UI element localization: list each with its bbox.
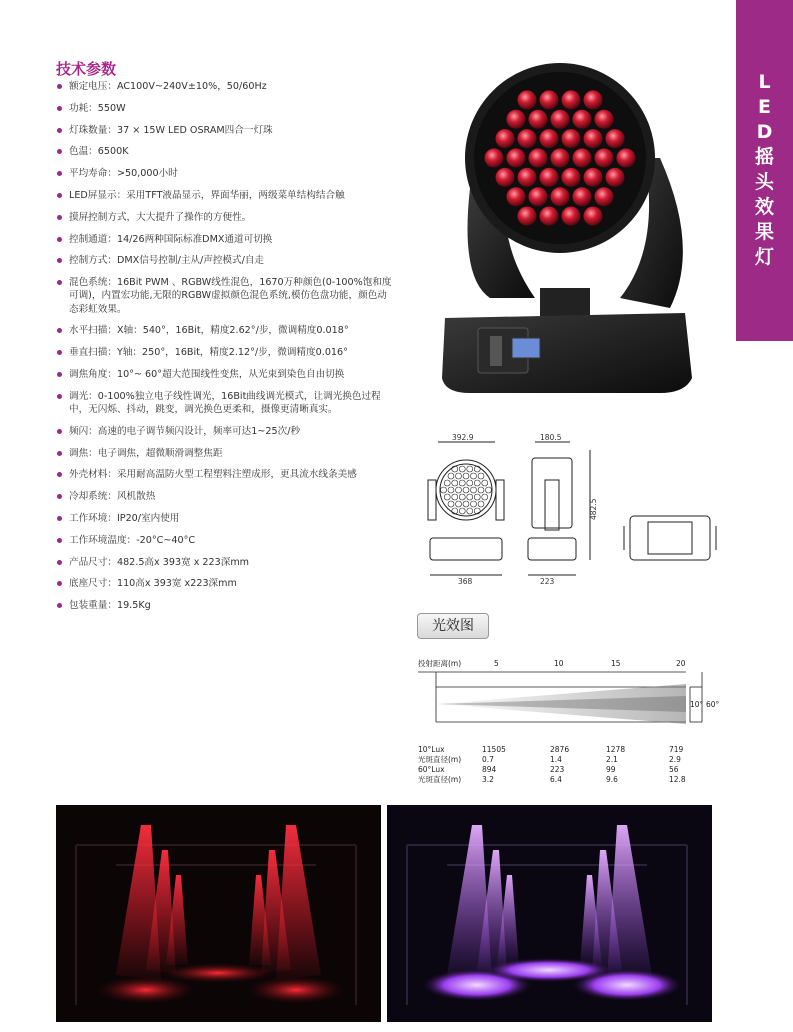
led-lens: [507, 187, 526, 206]
side-title-char: 灯: [754, 246, 774, 268]
front-view-lens: [471, 487, 477, 493]
led-lens: [529, 110, 548, 129]
distance-15: 15: [611, 659, 621, 668]
led-lens: [551, 110, 570, 129]
front-view-lens: [444, 494, 450, 500]
side-title-char: 果: [754, 221, 774, 243]
side-title-char: 摇: [754, 146, 774, 168]
front-view-lens: [482, 480, 488, 486]
front-view-lens: [463, 501, 469, 507]
spec-item: 功耗：550W: [57, 102, 395, 115]
front-view-lens: [448, 473, 454, 479]
beam-row-value: 9.6: [606, 775, 618, 784]
spec-item: 调焦：电子调焦，超微顺滑调整焦距: [57, 447, 395, 460]
led-lens: [595, 187, 614, 206]
front-view-lens: [474, 480, 480, 486]
spec-item: 水平扫描：X轴：540°，16Bit，精度2.62°/步，微调精度0.018°: [57, 324, 395, 337]
front-view-lens: [452, 494, 458, 500]
spec-item: 底座尺寸：110高x 393宽 x223深mm: [57, 577, 395, 590]
beam-row-value: 223: [550, 765, 565, 774]
front-view-lens: [441, 487, 447, 493]
front-view-lens: [459, 466, 465, 472]
beam-row-value: 56: [669, 765, 679, 774]
dim-height: 482.5: [589, 498, 598, 520]
spec-item: 频闪：高速的电子调节频闪设计，频率可达1~25次/秒: [57, 425, 395, 438]
led-lens: [606, 168, 625, 187]
front-view-lens: [478, 501, 484, 507]
spec-item: 色温：6500K: [57, 145, 395, 158]
front-view-lens: [463, 473, 469, 479]
front-view-lens: [486, 487, 492, 493]
beam-row-label: 光斑直径(m): [418, 755, 462, 764]
led-lens: [584, 90, 603, 109]
side-title-char: D: [756, 121, 773, 143]
side-title: [736, 70, 793, 270]
led-lens: [595, 149, 614, 168]
front-view-lens: [452, 480, 458, 486]
top-view: [624, 516, 716, 560]
distance-20: 20: [676, 659, 686, 668]
led-lens: [551, 187, 570, 206]
dimension-drawings: [410, 430, 730, 590]
spec-item: 包装重量：19.5Kg: [57, 599, 395, 612]
distance-10: 10: [554, 659, 564, 668]
spec-title: 技术参数: [56, 60, 117, 78]
front-view-lens: [448, 487, 454, 493]
led-lens: [518, 129, 537, 148]
front-view-lens: [456, 487, 462, 493]
beam-row-value: 719: [669, 745, 684, 754]
front-view-lens: [478, 473, 484, 479]
beam-row-value: 2.9: [669, 755, 681, 764]
led-lens: [584, 129, 603, 148]
led-lens: [518, 207, 537, 226]
beam-row-label: 60°Lux: [418, 765, 445, 774]
led-lens: [529, 187, 548, 206]
front-view-lens: [456, 473, 462, 479]
beam-row-value: 2.1: [606, 755, 618, 764]
spec-item: 混色系统：16Bit PWM 、RGBW线性混色，1670万种颜色(0-100%饱和度可调)，内置宏功能,无限的RGBW虚拟颜色混色系统,模仿色盘功能，颜色动态彩虹效果。: [57, 276, 395, 316]
spec-item: 控制方式：DMX信号控制/主从/声控模式/自走: [57, 254, 395, 267]
front-view-lens: [459, 494, 465, 500]
beam-chart: [414, 652, 734, 797]
front-view-lens: [471, 501, 477, 507]
spec-item: 额定电压：AC100V~240V±10%，50/60Hz: [57, 80, 395, 93]
side-title-char: L: [758, 71, 771, 93]
led-lens: [584, 207, 603, 226]
beam-tab: 光效图: [417, 613, 489, 639]
spec-item: 控制通道：14/26两种国际标准DMX通道可切换: [57, 233, 395, 246]
led-lens: [562, 129, 581, 148]
beam-row-value: 6.4: [550, 775, 562, 784]
led-lens: [551, 149, 570, 168]
front-view-lens: [467, 466, 473, 472]
beam-row-value: 0.7: [482, 755, 494, 764]
side-view: [528, 442, 590, 575]
led-lens: [573, 149, 592, 168]
front-view-lens: [459, 508, 465, 514]
beam-row-value: 894: [482, 765, 497, 774]
spec-item: LED屏显示：采用TFT液晶显示，界面华丽，两级菜单结构结合触: [57, 189, 395, 202]
led-lens: [518, 168, 537, 187]
angle-narrow: 10°: [690, 700, 704, 709]
spec-item: 垂直扫描：Y轴：250°，16Bit，精度2.12°/步，微调精度0.016°: [57, 346, 395, 359]
front-view-lens: [478, 487, 484, 493]
side-banner: [736, 0, 793, 341]
led-lens: [584, 168, 603, 187]
front-view-lens: [482, 494, 488, 500]
led-lens: [573, 187, 592, 206]
led-lens: [562, 207, 581, 226]
front-view-lens: [467, 480, 473, 486]
front-view-lens: [467, 494, 473, 500]
front-view-lens: [463, 487, 469, 493]
beam-row-value: 99: [606, 765, 616, 774]
dim-front-width: 392.9: [452, 433, 474, 442]
distance-label: 投射距离(m): [418, 659, 462, 668]
front-view-lens: [474, 494, 480, 500]
front-view-lens: [444, 480, 450, 486]
distance-5: 5: [494, 659, 499, 668]
led-lens: [617, 149, 636, 168]
beam-row-value: 3.2: [482, 775, 494, 784]
spec-list: [57, 80, 395, 621]
spec-item: 平均寿命：>50,000小时: [57, 167, 395, 180]
led-lens: [518, 90, 537, 109]
product-image: [430, 48, 700, 408]
led-lens: [595, 110, 614, 129]
side-title-char: 头: [754, 171, 774, 193]
led-lens: [562, 168, 581, 187]
led-lens: [507, 149, 526, 168]
beam-row-label: 10°Lux: [418, 745, 445, 754]
spec-item: 灯珠数量：37 × 15W LED OSRAM四合一灯珠: [57, 124, 395, 137]
front-view-lens: [459, 480, 465, 486]
spec-item: 摸屏控制方式，大大提升了操作的方便性。: [57, 211, 395, 224]
led-lens: [496, 168, 515, 187]
spec-item: 冷却系统：风机散热: [57, 490, 395, 503]
stage-photo-purple: [387, 805, 712, 1022]
led-lens: [507, 110, 526, 129]
led-lens: [496, 129, 515, 148]
spec-item: 工作环境：IP20/室内使用: [57, 512, 395, 525]
beam-row-label: 光斑直径(m): [418, 775, 462, 784]
led-lens: [485, 149, 504, 168]
beam-row-value: 12.8: [669, 775, 686, 784]
led-lens: [573, 110, 592, 129]
spec-item: 外壳材料：采用耐高温防火型工程塑料注塑成形，更具流水线条美感: [57, 468, 395, 481]
dim-base-width: 368: [458, 577, 473, 586]
front-view-lens: [467, 508, 473, 514]
led-lens: [606, 129, 625, 148]
beam-row-value: 1278: [606, 745, 626, 754]
side-title-char: E: [758, 96, 771, 118]
dim-side-depth: 180.5: [540, 433, 562, 442]
spec-item: 调光：0-100%独立电子线性调光，16Bit曲线调光模式，让调光换色过程中，无闪烁、抖动，跳变，调光换色更柔和，摄像更清晰真实。: [57, 390, 395, 416]
front-view-lens: [471, 473, 477, 479]
angle-wide: 60°: [706, 700, 720, 709]
side-title-char: 效: [754, 196, 774, 218]
spec-item: 产品尺寸：482.5高x 393宽 x 223深mm: [57, 556, 395, 569]
led-lens: [540, 90, 559, 109]
beam-row-value: 2876: [550, 745, 570, 754]
led-lens: [529, 149, 548, 168]
dim-base-depth: 223: [540, 577, 555, 586]
led-lens: [540, 207, 559, 226]
front-view: [428, 442, 504, 575]
led-lens: [540, 129, 559, 148]
front-view-lens: [456, 501, 462, 507]
beam-row-value: 11505: [482, 745, 506, 754]
led-lens: [540, 168, 559, 187]
spec-item: 调焦角度：10°~ 60°超大范围线性变焦，从光束到染色自由切换: [57, 368, 395, 381]
spec-item: 工作环境温度：-20°C~40°C: [57, 534, 395, 547]
stage-photo-red: [56, 805, 381, 1022]
beam-row-value: 1.4: [550, 755, 562, 764]
front-view-lens: [448, 501, 454, 507]
led-lens: [562, 90, 581, 109]
